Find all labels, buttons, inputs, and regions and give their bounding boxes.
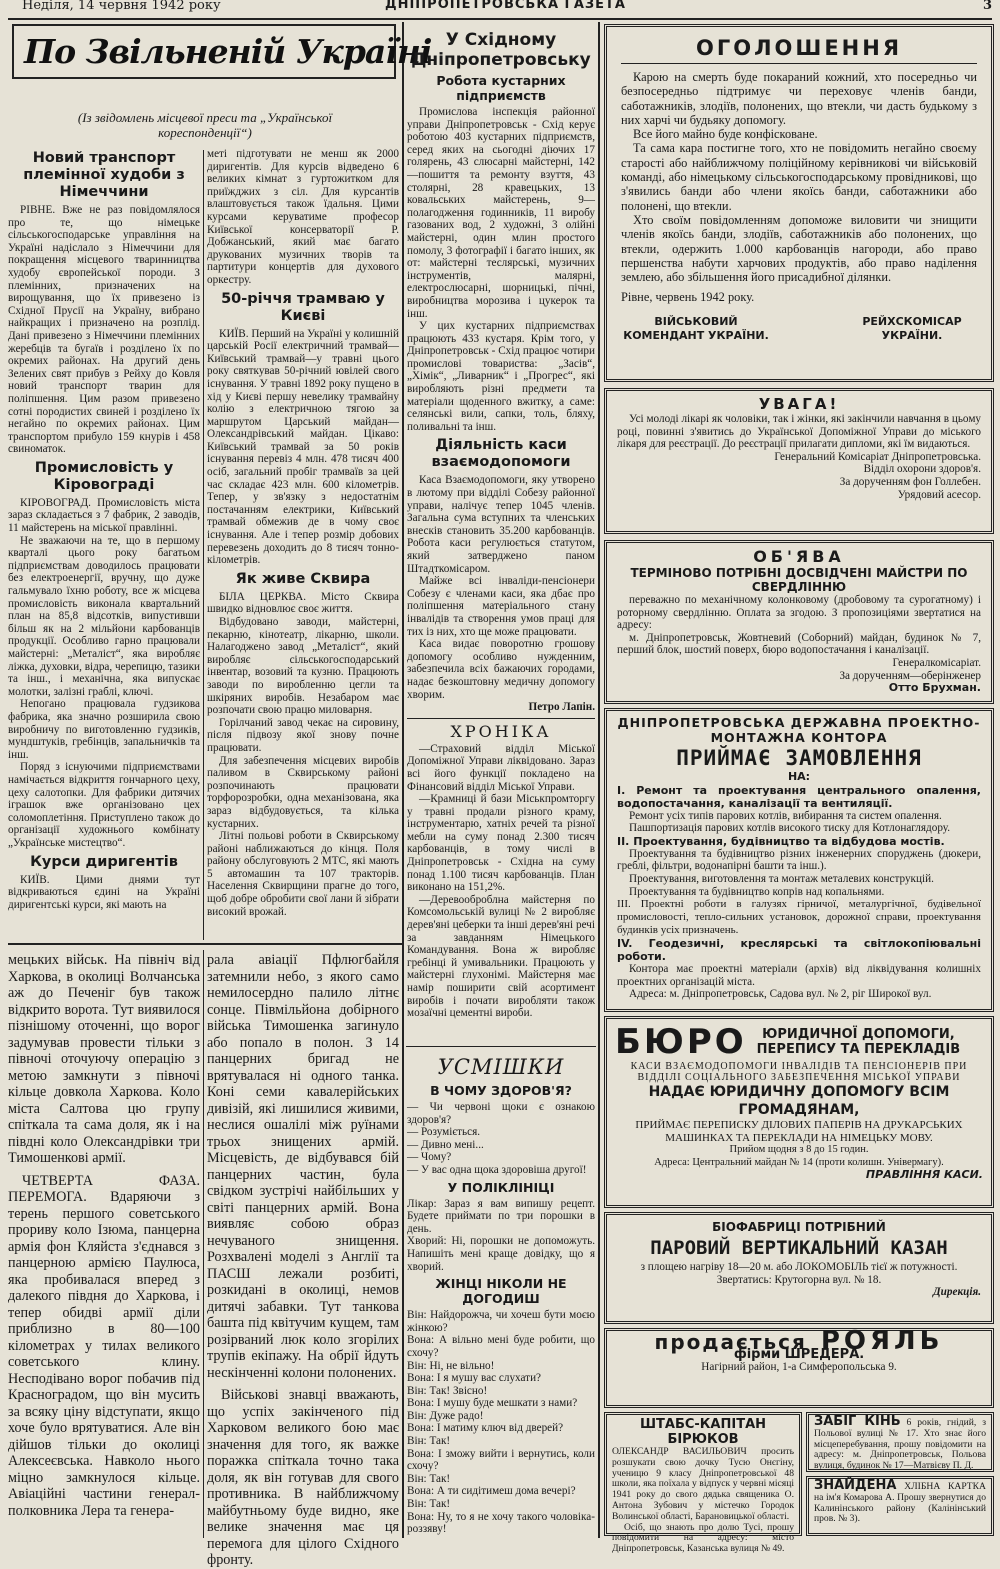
article-title: Промисловість у Кіровограді (34, 459, 174, 493)
page-header (0, 0, 1000, 18)
article-body: У цих кустарних підприємствах працюють 433 кустаря. Крім того, у Дніпропетровськ - Схід працює чотири промислові товариства: „Засів“, „Хімік“, „Ливарник“ і „Прогрес“, які виробляють різні предмети та матеріали щоденного вжитку, а саме: селянські вили, сапки, толь, бляху, поливальні та інш. (407, 320, 595, 433)
joke-line: — Розуміється. (407, 1126, 481, 1139)
ad-subhead: фірми ШРЕДЕРА. (733, 1346, 865, 1362)
ad-item: III. Проектні роботи в галузях гірничої, металургічної, будівельної промисловості, тепло-сильних установок, дорожної справи, проектування будинків усіх призначень. (617, 898, 981, 937)
article-subtitle: Робота кустарних підприємств (436, 73, 566, 103)
ad-title: ОБ'ЯВА (753, 547, 845, 566)
ad-signature: За дорученням фон Голлебен. (839, 475, 981, 488)
ad-zabig (806, 1412, 994, 1472)
article-body: ЧЕТВЕРТА ФАЗА. ПЕРЕМОГА. Вдаряючи з терень першого советського прориву коло Ізюма, панцерна армія фон Кляйста з'єднався з панцерною армією Паулюса, яка пробивалася вперед з далекого півдня до Харкова, і тепер обидві армії діли приблизно в 80—100 кілометрах у тилах великого советського клину. Несподівано ворог побачив під Красноградом, що він мусить за всяку ціну відступати, якщо хоче було врятуватися. Але він дійшов тільки до околиці Алексеєвська. Навколо нього міцно замкнулося кільце. Авіаційні частини генерал-полковника Лера та генера- (8, 1172, 200, 1519)
section-masthead-title: По Звільненій Україні (12, 24, 396, 79)
joke-line: Він: Так! (407, 1435, 451, 1448)
article-body: Військові знавці вважають, що успіх закінченого під Харковом великого бою має значення для того, як важке поражка спіткала точно така доля, як він готував для свого противника. В найближчому майбутньому буде видно, яке велике значення має ця перемога для цілого Східного фронту. (207, 1387, 399, 1568)
ad-address: Звертатись: Крутогорна вул. № 18. (716, 1273, 882, 1286)
joke-line: Він: Так! Звісно! (407, 1384, 488, 1397)
joke-line: — У вас одна щока здоровіша другої! (407, 1163, 587, 1176)
joke-line: Вона: Ну, то я не хочу такого чоловіка-роззяву! (407, 1510, 595, 1536)
article-body: Не зважаючи на те, що в першому кварталі цього року багатьом підприємствам доводилось працювати без електроенергії, вручну, що дуже гальмувало їхню роботу, все ж місцева промисловість виконала квартальний план на 85,8 відсотків, випустивши більш як на 2 мільйони карбованців продукції. Особливо гарно працювали майстерні: „Металіст“, яка виробляє ліжка, духовки, відра, черепицю, тазики та інш., і механічна, яка випускає молотки, залізні граблі, ключі. (8, 534, 200, 698)
article-title: Новий транспорт племінної худоби з Німеччини (23, 150, 185, 200)
column-2 (207, 148, 399, 942)
article-body: КИЇВ. Перший на Україні у колишній царській Росії електричний трамвай—Київський трамвай—у травні цього року святкував 50-річний ювілей свого існування. У травні 1892 року пущено в хід у Києві першу невелику трамвайну колію з електричною тягою за маршрутом Царський майдан—Олександрівський майдан. Цікаво: Київський трамвай за 50 років існування перевіз 4 млн. 478 тисяч 400 осіб, загальний пробіг трамваїв за цей час складає 423 млн. 600 кілометрів. Тепер, у зв'язку з недостатнім постачанням електрики, Київський трамвай обмежив де в чому своє існування. Але і тепер розмір добових перевезень доходить до 8 тисяч тонно-кілометрів. (207, 327, 399, 567)
ad-signatures (621, 315, 977, 344)
joke-line: Вона: І я мушу вас слухати? (407, 1372, 542, 1385)
ad-signature: Відділ охорони здоров'я. (863, 463, 981, 476)
ad-item: II. Проектування, будівництво та відбудова мостів. (617, 834, 945, 848)
column-divider (203, 150, 204, 940)
ad-body: Проектування та будівництво різних інженерних споруджень (дюкери, греблі, фільтри, водонапірні башти та інш.). (617, 847, 981, 873)
ad-body: 6 років, гнідий, з Польової вулиці № 17. Хто знає його місцеперебування, прошу повідомити на адресу: м. Дніпропетровськ, Польова вулиця, будинок № 17—Матвієву П. Д. (814, 1417, 986, 1472)
ad-title: БІОФАБРИЦІ ПОТРІБНИЙ (712, 1220, 886, 1234)
ad-signature: Отто Брухман. (888, 681, 981, 695)
ad-headline: ТЕРМІНОВО ПОТРІБНІ ДОСВІДЧЕНІ МАЙСТРИ ПО СВЕРДЛІННЮ (630, 566, 968, 594)
ad-biryukov (604, 1412, 802, 1555)
article-title: Курси диригентів (30, 853, 178, 870)
ad-address: Адреса: Центральний майдан № 14 (проти колишн. Універмагу). (654, 1156, 944, 1168)
ad-title: продається (654, 1330, 807, 1354)
ad-body: переважно по механічному колонковому (дробовому та сурогатному) і роторному свердлінню. Оплата за згодою. З пропозиціями звертатися на адресу: (617, 594, 981, 632)
ad-obyava (604, 540, 994, 704)
article-body: рала авіації Пфлюгбайля затемнили небо, з якого само немилосердно палило літнє сонце. Півмільйона добірного війська Тимошенка загинуло або попало в полон. З 14 панцерних бригад не врятувалася ні одного танка. Коні семи кавалерійських дивізій, які лишилися живими, неслися ошалілі між руїнами трьох знищених армій. Місцевість, де відбувався бій панцерних частин, була свідком зустрічі найбільших у світі панцерних армій. Вона виявляє собою образ нечуваного знищення. Розхвалені моделі з Англії та ПАСШ лежали розбиті, розкидані в околиці, немов дитячі забавки. Тут танкова башта під квітучим кущем, там розірваний люк коло згорілих трупів екіпажу. На обрії йдуть нескінченні колони полонених. (207, 952, 399, 1381)
ad-body: з площею нагріву 18—20 м. або ЛОКОМОБІЛЬ тієї ж потужності. (640, 1261, 958, 1273)
chronicle-title: ХРОНІКА (407, 718, 595, 740)
article-body: мецьких військ. На північ від Харкова, в околиці Волчанська аж до Печеніг був також відкрито ворота. Тут виявилося пізнішому оточенні, що ворог задумував провести тільки з півночі оточуючу операцію з метою замкнути з півночі кільце довкола Харкова. Коло міста Салтова цю групу спіткала та сама доля, як і на півдні коло Олександрівки три Тимошенкові армії. (8, 952, 200, 1166)
ad-body: Карою на смерть буде покараний кожний, хто посередньо чи безпосередньо підтримує чи переховує членів банди, саботажників, злодіїв, полонених, що втекли, чи дасть будькому з них харчі чи будьяку допомогу. (621, 70, 977, 127)
ad-item: IV. Геодезичні, креслярські та світлокопіювальні роботи. (617, 937, 981, 964)
column-divider (598, 22, 600, 1538)
section-rule (406, 1046, 596, 1047)
ad-hours: Прийом щодня з 8 до 15 годин. (729, 1144, 869, 1155)
article-author: Петро Лапін. (528, 701, 595, 714)
ad-signature: Урядовий асесор. (897, 488, 981, 501)
joke-line: Хворий: Ні, порошки не допоможуть. Напишіть мені краще довідку, що я хворий. (407, 1235, 595, 1273)
ad-headline: ПАРОВИЙ ВЕРТИКАЛЬНИЙ КАЗАН (650, 1237, 948, 1259)
newspaper-title: ДНІПРОПЕТРОВСЬКА ГАЗЕТА (385, 0, 626, 12)
ad-biofabryka (604, 1212, 994, 1324)
joke-line: Вона: А ти сидітимеш дома вечері? (407, 1485, 576, 1498)
article-body: Каса Взаємодопомоги, яку утворено в лютому при відділі Собезу районної управи, налічує тепер 1045 членів. Загальна сума вступних та членських внесків становить 35.200 карбованців. Робота каси регулюється статутом, який затверджено паном Штадткомісаром. (407, 474, 595, 575)
ad-buro (604, 1016, 994, 1208)
ad-address: Нагірний район, 1-а Симферопольська 9. (701, 1361, 897, 1374)
ad-kontora (604, 708, 994, 1012)
joke-line: Він: Так! (407, 1498, 451, 1511)
issue-date: Неділя, 14 червня 1942 року (22, 0, 221, 13)
ad-body: Хто своїм повідомленням допоможе виловити чи знищити членів якоїсь банди, злодіїв, саботажників або полонених, що втекли, одержить 1.000 карбованців нагороди, або право першенства набути харчових продуктів, або право наділення землею, або збільшення його присадибної ділянки. (621, 212, 977, 285)
article-body: КІРОВОГРАД. Промисловість міста зараз складається з 7 фабрик, 2 заводів, 11 майстерень на міської правлінні. (8, 496, 200, 535)
ad-address: м. Дніпропетровськ, Жовтневий (Соборний) майдан, будинок № 7, перший блок, шостий поверх, бюро водопостачання і каналізації. (617, 631, 981, 657)
joke-line: Він: Дуже радо! (407, 1409, 484, 1422)
ad-body: Та сама кара постигне того, хто не повідомить негайно своєму старості або найближчому поліційному керівникові чи військовій команді, або німецькому сільськогосподарському провідникові, що з'явились банди або члени якоїсь банди, саботажники або полонені, що втекли. (621, 141, 977, 213)
ad-signature: ВІЙСЬКОВИЙ КОМЕНДАНТ УКРАЇНИ. (623, 314, 769, 343)
ad-body: Все його майно буде конфісковане. (633, 127, 818, 142)
column-divider (402, 22, 404, 1538)
ad-signature: ПРАВЛІННЯ КАСИ. (865, 1168, 983, 1182)
ad-headline: ПРИЙМАЄ ЗАМОВЛЕННЯ (676, 746, 922, 770)
ad-title: ДНІПРОПЕТРОВСЬКА ДЕРЖАВНА ПРОЕКТНО-МОНТАЖНА КОНТОРА (617, 715, 981, 745)
article-body: Відбудовано заводи, майстерні, пекарню, кінотеатр, лікарню, школи. Налагоджено завод „Металіст“, який виробляє сільськогосподарський інвентар, возовий та кузню. Працюють заводи по виробленню цегли та шкіряних виробів. Незабаром має розпочати свою працю миловарня. (207, 616, 399, 717)
ad-title: БЮРО (615, 1022, 747, 1062)
joke-line: Вона: І мушу буде мешкати з нами? (407, 1397, 578, 1410)
ad-headline: РОЯЛЬ (820, 1326, 944, 1356)
joke-line: Лікар: Зараз я вам випишу рецепт. Будете приймати по три порошки в день. (407, 1197, 595, 1235)
section-rule (8, 943, 402, 945)
article-body: Для забезпечення місцевих виробів паливом в Сквирському районі розпочинають працювати торфорозробки, одна механізована, яка зараз відбудовується, та кілька кустарних. (207, 754, 399, 830)
ad-date: Рівне, червень 1942 року. (621, 290, 755, 305)
ad-body: Контора має проектні матеріали (архів) від ліквідування колишніх проектних організацій міста. (617, 963, 981, 988)
article-body: Поряд з існуючими підприємствами намічається відкриття гончарного цеху, цеху салотопки. Для фабрики дитячих іграшок вже організовано цех соломоплетіння. Приступлено також до організації художнього комбінату „Українське мистецтво“. (8, 761, 200, 849)
ad-title-line: ЮРИДИЧНОЇ ДОПОМОГИ, (762, 1027, 955, 1042)
article-body: меті підготувати не менш як 2000 диригентів. Для курсів відведено 6 великих кімнат з гуртожитком для приїжджих з сіл. Для курсантів влаштовується також їдальня. Цими курсами керуватиме професор Київської консерваторії Р. Добжанський, який має багато друкованих музичних творів та партитури концертів для духового оркестру. (207, 148, 399, 286)
article-body: КИЇВ. Цими днями тут відкриваються єдині на Україні диригентські курси, які мають на (8, 873, 200, 911)
ad-address: Адреса: м. Дніпропетровськ, Садова вул. № 2, ріг Широкої вул. (629, 988, 932, 1001)
ad-body: Пашпортизація парових котлів високого тиску для Котлонаглядору. (629, 822, 951, 835)
ad-title: ШТАБС-КАПІТАН БІРЮКОВ (639, 1417, 767, 1447)
section-masthead (10, 24, 432, 108)
ad-znaidena (806, 1476, 994, 1536)
ad-subhead: КАСИ ВЗАЄМОДОПОМОГИ ІНВАЛІДІВ ТА ПЕНСІОНЕРІВ ПРИ ВІДДІЛІ СОЦІАЛЬНОГО ЗАБЕЗПЕЧЕННЯ МІСЬКОЇ УПРАВИ (630, 1061, 968, 1083)
article-title: 50-річчя трамваю у Києві (221, 290, 385, 324)
humor-title: УСМІШКИ (437, 1055, 565, 1079)
joke-title: ЖІНЦІ НІКОЛИ НЕ ДОГОДИШ (435, 1276, 567, 1307)
ad-subhead: НА: (787, 770, 811, 783)
joke-line: Він: Ні, не вільно! (407, 1359, 495, 1372)
section-subtitle: (Із звідомлень місцевої преси та „Української кореспонденції“) (77, 110, 333, 140)
ad-ogoloshennya (604, 24, 994, 382)
ad-body: ОЛЕКСАНДР ВАСИЛЬОВИЧ просить розшукати свою дочку Тусю Онєгіну, ученицю 9 класу Дніпропетровської 48 школи, яка поїхала у відпуск у червні місяці 1941 року до свого дядька священика О. Антона Зубович у містечко Городок Волинської області, Барановицької області. (612, 1446, 794, 1522)
article-title: У Східному Дніпропетровську (411, 30, 591, 70)
joke-line: — Чи червоні щоки є ознакою здоров'я? (407, 1101, 595, 1126)
ad-header-row (615, 1023, 983, 1061)
joke-title: У ПОЛІКЛІНІЦІ (447, 1179, 555, 1195)
chronicle-item: —Крамниці й бази Міськпромторгу у травні продали різного краму, інструментарю, хатніх речей та різної мебли на суму понад 2.300 тисяч карбованців, в тому числі в Дніпропетровськ - Східна на суму понад 1.100 тисяч карбованців. План виконано на 151,2%. (407, 793, 595, 894)
ad-title-right (757, 1027, 960, 1057)
joke-line: — Чому? (407, 1151, 452, 1164)
ad-body: Ремонт усіх типів парових котлів, вибирання та систем опалення. (629, 809, 942, 822)
ad-signature: За дорученням—оберінженер (839, 669, 981, 682)
article-body: БІЛА ЦЕРКВА. Місто Сквира швидко відновлює своє життя. (207, 590, 399, 616)
article-title: Діяльність каси взаємодопомоги (431, 437, 571, 471)
joke-line: Вона: І матиму ключ від дверей? (407, 1422, 564, 1435)
ad-body: ХЛІБНА КАРТКА на ім'я Комарова А. Прошу звернутися до Калинінського району (Калінінський пров. № 3). (814, 1481, 986, 1525)
ad-title: ОГОЛОШЕННЯ (621, 33, 977, 64)
joke-line: Вона: І зможу вийти і вернутись, коли схочу? (407, 1447, 595, 1473)
article-body: Промислова інспекція районної управи Дніпропетровськ - Схід керує роботою 403 кустарних підприємств, серед яких на сьогодні діючих 17 голярень, 43 слюсарні майстерні, 142—пошиття та ремонту взуття, 43 столярні, 28 кравецьких, 13 ковальських майстерень, 9—полагодження годинників, 11 виробу газованих вод, 2 художні, 3 олійні майстерні, один млин простого помолу, 3 фотографії і багато інших, як от: майстерні теслярські, музичних інструментів, малярні, електрослюсарні, шорницькі, пічні, виробництва морозива і цукерок та інш. (407, 106, 595, 320)
ad-body: Проектування, виготовлення та монтаж металевих конструкцій. (629, 872, 934, 885)
page-number: 3 (982, 0, 992, 13)
ad-royal (604, 1328, 994, 1408)
ad-signature: РЕЙХСКОМІСАР УКРАЇНИ. (862, 314, 962, 343)
war-article-col1 (8, 952, 200, 1538)
ad-title: УВАГА! (758, 395, 840, 413)
ad-signature: Дирекція. (933, 1286, 981, 1299)
joke-title: В ЧОМУ ЗДОРОВ'Я? (430, 1083, 572, 1098)
article-body: Каса видає поворотню грошову допомогу особливо нужденним, забезпечила всіх бажаючих городами, надає безкоштовну медичну допомогу хворим. (407, 638, 595, 701)
ad-body: Усі молоді лікарі як чоловіки, так і жінки, які закінчили навчання в цьому році, повинні з'явитись до Української Допоміжної Управи до міського лікаря для реєстрації. До реєстрації прилагати дипломи, які їм видаються. (617, 413, 981, 451)
header-rule (8, 18, 992, 20)
article-body: РІВНЕ. Вже не раз повідомлялося про те, що німецьке сільськогосподарське управління на Україні надіслало з Німеччини для покращення місцевого тваринництва худобу європейської породи. З племінних, призначених на вирощування, що їх привезено із Східної Прусії на Україну, вибрано найкращих і призначено на розплід. Дані привезено з Німеччини племінних жеребців та бугаїв і розділено їх по окремих районах. На другий день Зелених свят прибув з Рейху до Ковля новий транспорт тварин для поліпшення. Цим разом привезено сотні породистих свиней і розділено їх негайно по окремих районах. Цим транспортом прибуло 159 кнурів і 458 свиноматок. (8, 204, 200, 456)
chronicle-item: —Деревооброблна майстерня по Комсомольській вулиці № 2 виробляє дерев'яні цеберки та інші дерев'яні речі за завданням Німецького Командування. Вона ж виробляє гребінці й умивальники. Працюють у майстерні глухонімі. Майстерня має намір поширити свій асортимент виробів і почати виробляти також мозаїчні цементні вироби. (407, 893, 595, 1020)
chronicle-item: —Страховий відділ Міської Допомiжної Управи ліквідовано. Зараз всі його функції покладено на Фінансовий відділ Міської Управи. (407, 742, 595, 793)
humor-section (407, 1050, 595, 1536)
ad-title: ЗАБІГ КІНЬ (814, 1414, 901, 1429)
article-body: Майже всі інваліди-пенсіонери Собезу є членами каси, яка дбає про поліпшення матеріального стану інвалідів та створення умов праці для тих із них, хто ще може працювати. (407, 575, 595, 638)
article-title: Як живе Сквира (235, 570, 371, 587)
joke-line: Вона: А вільно мені буде робити, що схочу? (407, 1334, 595, 1359)
ad-title: ЗНАЙДЕНА (814, 1478, 897, 1493)
ad-item: I. Ремонт та проектування центрального опалення, водопостачання, каналізації та вентиляції. (617, 783, 981, 810)
ad-body: ПРИЙМАЄ ПЕРЕПИСКУ ДІЛОВИХ ПАПЕРІВ НА ДРУКАРСЬКИХ МАШИНКАХ ТА ПЕРЕКЛАДИ НА НІМЕЦЬКУ МОВУ. (635, 1119, 963, 1144)
column-1 (8, 146, 200, 942)
ad-headline: НАДАЄ ЮРИДИЧНУ ДОПОМОГУ ВСІМ ГРОМАДЯНАМ, (648, 1084, 950, 1118)
ad-signature: Генеральний Комісаріат Дніпропетровська. (774, 450, 981, 463)
joke-lines (407, 1101, 595, 1177)
ad-signature: Генералкомісаріат. (892, 656, 981, 669)
ad-body: Осіб, що знають про долю Тусі, прошу повідомити на адресу: місто Дніпропетровськ, Казанська вулиця № 49. (612, 1521, 794, 1555)
ad-uvaga (604, 388, 994, 534)
article-body: Літні польові роботи в Сквирському районі наближаються до кінця. Поля району обслуговують 2 МТС, які мають 5 автомашин та 107 тракторів. Населення Сквирщини прагне до того, щоб добре обробити свої лани й зібрати високий врожай. (207, 830, 399, 918)
column-divider (203, 950, 204, 1538)
ad-body: Проектування та будівництво копрів над копальнями. (629, 885, 885, 898)
war-article-col2 (207, 952, 399, 1568)
joke-line: Він: Найдорожча, чи хочеш бути моєю жінкою? (407, 1309, 595, 1334)
column-3 (407, 26, 595, 1048)
joke-line: — Дивно мені... (407, 1138, 484, 1151)
joke-line: Він: Так! (407, 1472, 451, 1485)
article-body: Горілчаний завод чекає на сировину, після підвозу якої знову почне працювати. (207, 716, 399, 754)
ad-title-line: ПЕРЕПИСУ ТА ПЕРЕКЛАДІВ (756, 1042, 961, 1057)
article-body: Непогано працювала гудзикова фабрика, яка значно розширила свою виробничу по виготовленню гудзиків, мундштуків, гребінців, запальничків та інш. (8, 698, 200, 761)
